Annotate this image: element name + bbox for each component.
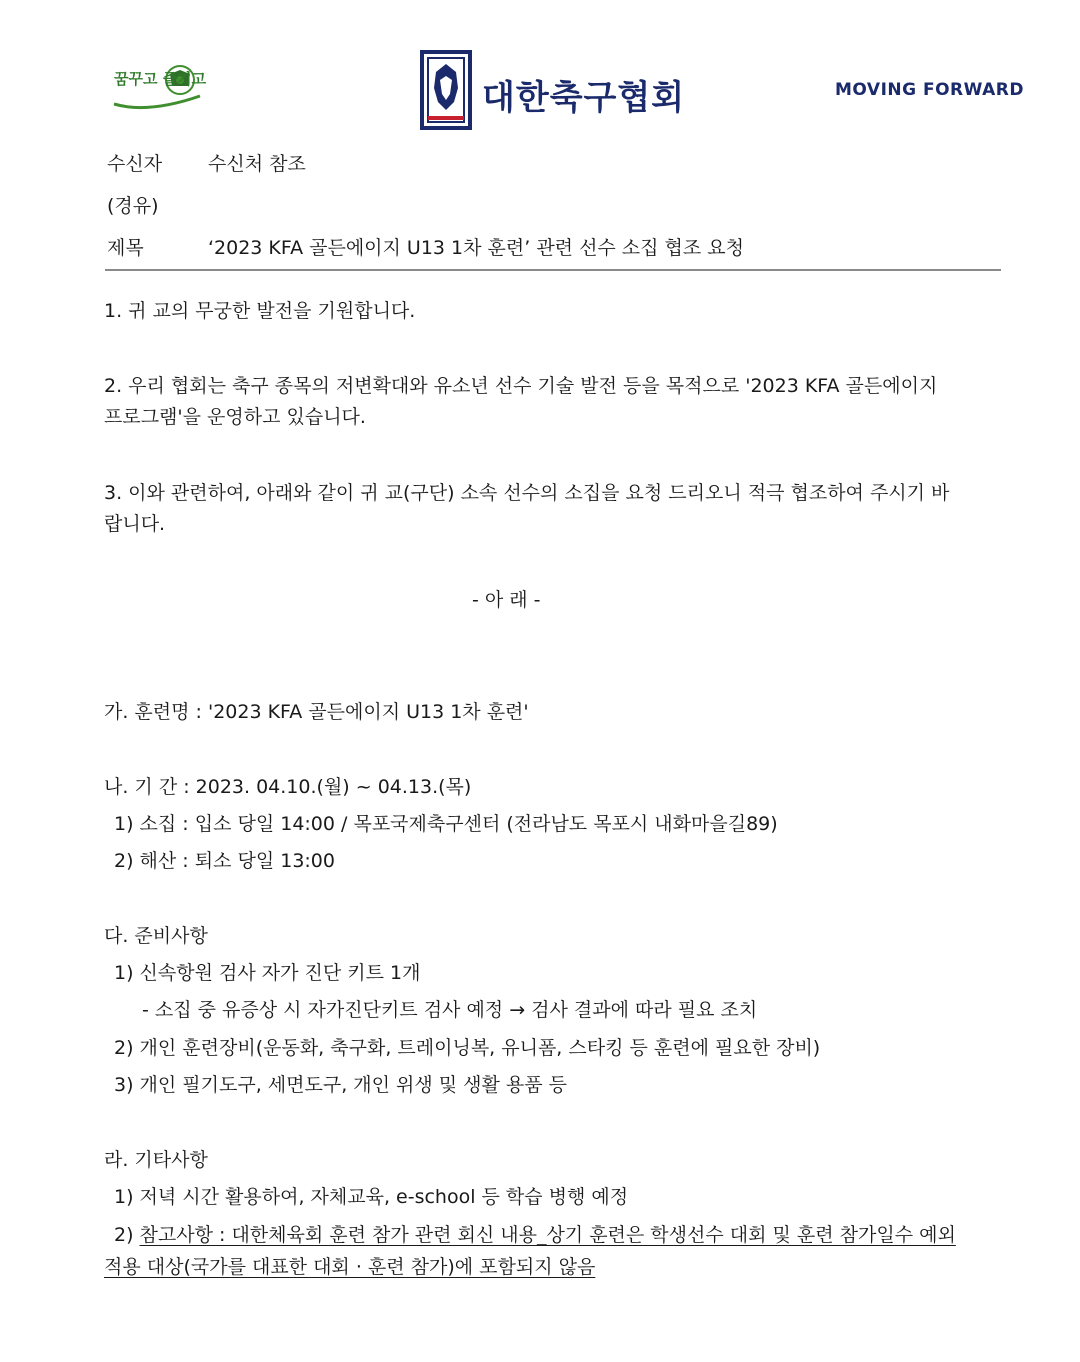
section-ga: 가. 훈련명 : '2023 KFA 골든에이지 U13 1차 훈련' [104,701,529,723]
subject-label: 제목 [107,237,144,259]
section-na-item-2: 2) 해산 : 퇴소 당일 13:00 [114,850,335,872]
section-ra-item-2-line-1: 참고사항 : 대한체육회 훈련 참가 관련 회신 내용_상기 훈련은 학생선수 대회 및 훈련 참가일수 예외 [139,1224,956,1246]
section-ra-item-2-line-2: 적용 대상(국가를 대표한 대회 · 훈련 참가)에 포함되지 않음 [104,1256,596,1278]
below-heading: - 아 래 - [472,589,541,611]
section-da-item-3: 3) 개인 필기도구, 세면도구, 개인 위생 및 생활 용품 등 [114,1074,568,1096]
paragraph-1: 1. 귀 교의 무궁한 발전을 기원합니다. [104,300,416,322]
recipient-value: 수신처 참조 [208,153,306,175]
paragraph-2-line-2: 프로그램'을 운영하고 있습니다. [104,406,366,428]
section-da: 다. 준비사항 [104,925,208,947]
section-na-item-1: 1) 소집 : 입소 당일 14:00 / 목포국제축구센터 (전라남도 목포시 내화마을길89) [114,813,778,835]
section-ra-item-1: 1) 저녁 시간 활용하여, 자체교육, e-school 등 학습 병행 예정 [114,1186,629,1208]
section-da-item-1: 1) 신속항원 검사 자가 진단 키트 1개 [114,962,421,984]
recipient-label: 수신자 [107,153,163,175]
campaign-logo-text: 꿈꾸고 즐기고 [114,70,207,88]
campaign-logo [108,58,208,118]
section-da-item-1-sub: - 소집 중 유증상 시 자가진단키트 검사 예정 → 검사 결과에 따라 필요 조치 [142,999,758,1021]
section-ra-item-2 [114,1226,956,1245]
section-da-item-2: 2) 개인 훈련장비(운동화, 축구화, 트레이닝복, 유니폼, 스타킹 등 훈련에 필요한 장비) [114,1037,821,1059]
org-name: 대한축구협회 [482,78,686,118]
paragraph-2-line-1: 2. 우리 협회는 축구 종목의 저변확대와 유소년 선수 기술 발전 등을 목적으로 '2023 KFA 골든에이지 [104,375,938,397]
paragraph-3-line-2: 랍니다. [104,513,166,535]
section-ra-item-2-prefix: 2) [114,1224,140,1246]
paragraph-3-line-1: 3. 이와 관련하여, 아래와 같이 귀 교(구단) 소속 선수의 소집을 요청 드리오니 적극 협조하여 주시기 바 [104,482,950,504]
section-na: 나. 기 간 : 2023. 04.10.(월) ~ 04.13.(목) [104,776,472,798]
kfa-emblem-icon [420,50,472,130]
section-ra: 라. 기타사항 [104,1149,208,1171]
via-label: (경유) [107,195,159,217]
header-divider [105,269,1001,271]
subject-value: ‘2023 KFA 골든에이지 U13 1차 훈련’ 관련 선수 소집 협조 요청 [208,237,745,259]
slogan: MOVING FORWARD [835,80,1024,100]
